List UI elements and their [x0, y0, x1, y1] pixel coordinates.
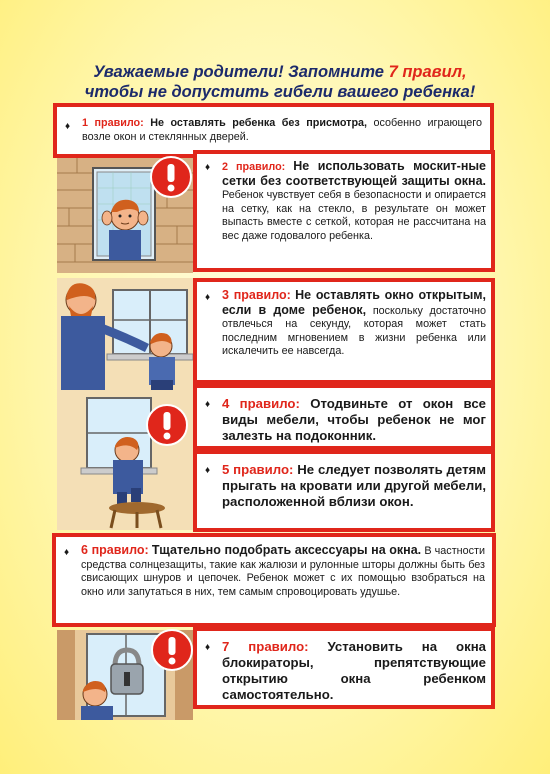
- rule-4-heading: Отодвиньте от окон все виды мебели, чтобы ребенок не мог залезть на подоконник.: [222, 396, 487, 443]
- father-and-child-illustration: [57, 278, 193, 390]
- rule-6-detail: В частности средства солнцезащиты, такие как жалюзи и рулонные шторы должны быть без свисающих шнуров и цепочек. Ребенок может с их помощью взобраться на окно или запутаться в них, тем самым спровоцировать удушье.: [81, 545, 485, 598]
- rule-6-number: 6 правило:: [81, 543, 149, 557]
- rule-1-detail: особенно играющего возле окон и стеклянных дверей.: [82, 117, 483, 143]
- rule-5-number: 5 правило:: [222, 462, 294, 477]
- rule-3-box: [193, 278, 495, 384]
- rule-5-text: [222, 462, 486, 510]
- rule-5-heading: Не следует позволять детям прыгать на кровати или другой мебели, расположенной вблизи окон.: [222, 462, 486, 509]
- rule-7-heading: Установить на окна блокираторы, препятствующие открытию окна ребенком самостоятельно.: [222, 639, 486, 702]
- rule-1-number: 1 правило:: [82, 117, 144, 129]
- rule-2-heading: Не использовать москит-ные сетки без соответствующей защиты окна.: [222, 159, 486, 188]
- rule-6-box: [52, 533, 496, 627]
- rule-4-text: [222, 396, 486, 444]
- rule-3-detail: поскольку достаточно отвлечься на секунду, которая может стать последним мгновением в жизни ребенка или искалечить ее навсегда.: [222, 304, 486, 357]
- title-line2: чтобы не допустить гибели вашего ребенка!: [84, 83, 476, 101]
- bullet-icon: ♦: [205, 642, 211, 653]
- bullet-icon: ♦: [205, 399, 211, 410]
- rule-6-heading: Тщательно подобрать аксессуары на окна.: [151, 543, 422, 557]
- rule-6-text: [81, 544, 485, 599]
- bullet-icon: ♦: [205, 162, 211, 173]
- rule-7-text: [222, 639, 486, 703]
- bullet-icon: ♦: [205, 465, 211, 476]
- rule-2-detail: Ребенок чувствует себя в безопасности и опирается на сетку, как на стекло, в результате он может выпасть вместе с сеткой, которая не рассчитана на вес даже годовалого ребенка.: [222, 189, 486, 242]
- rule-3-heading: Не оставлять окно открытым, если в доме ребенок,: [222, 288, 487, 317]
- page-title: [60, 62, 500, 102]
- rule-5-box: [193, 450, 495, 532]
- warning-exclamation-icon: [145, 403, 189, 447]
- bullet-icon: ♦: [205, 292, 211, 303]
- rule-1-heading: Не оставлять ребенка без присмотра,: [150, 117, 368, 129]
- rule-4-box: [193, 384, 495, 450]
- title-seven-rules: 7 правил,: [388, 63, 467, 81]
- rule-3-number: 3 правило:: [222, 288, 291, 302]
- rule-7-number: 7 правило:: [222, 639, 309, 654]
- rule-2-box: [193, 150, 495, 272]
- rule-7-box: [193, 627, 495, 709]
- bullet-icon: ♦: [65, 121, 71, 132]
- title-line1: Уважаемые родители! Запомните: [93, 63, 389, 81]
- rule-4-number: 4 правило:: [222, 396, 300, 411]
- warning-exclamation-icon: [149, 155, 193, 199]
- bullet-icon: ♦: [64, 547, 70, 558]
- rule-2-text: [222, 160, 486, 243]
- rule-1-text: [82, 117, 482, 144]
- warning-exclamation-icon: [150, 628, 194, 672]
- rule-2-number: 2 правило:: [222, 161, 286, 173]
- rule-3-text: [222, 289, 486, 359]
